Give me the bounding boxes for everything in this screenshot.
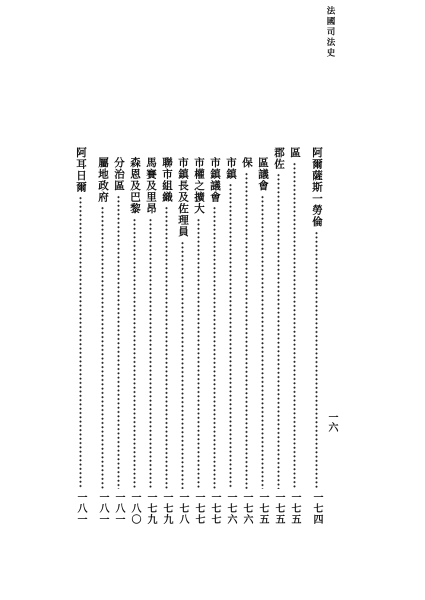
toc-entry-page: 一八一 — [75, 492, 86, 525]
toc-entry — [144, 157, 157, 525]
toc-entry-title: 市權之擴大 — [193, 157, 205, 215]
toc-entry-title: 聯市組織 — [161, 157, 173, 203]
toc-entry-title: 保 — [241, 157, 253, 169]
toc-leader-dots — [160, 206, 173, 489]
toc-entry-page: 一七七 — [209, 492, 220, 525]
toc-entry-page: 一七八 — [177, 492, 188, 525]
toc-leader-dots — [224, 183, 237, 489]
toc-entry-title: 分治區 — [113, 157, 125, 192]
toc-entry-page: 一八一 — [113, 492, 124, 525]
toc-entry-page: 一七五 — [257, 492, 268, 525]
toc-entry-title: 阿耳日爾 — [75, 147, 87, 193]
toc-entry — [96, 157, 109, 525]
toc-leader-dots — [112, 195, 125, 490]
toc-leader-dots — [272, 173, 285, 489]
toc-leader-dots — [128, 218, 141, 490]
toc-leader-dots — [96, 206, 109, 489]
toc-entry-page: 一七四 — [311, 492, 322, 525]
toc-entry-page: 一七六 — [225, 492, 236, 525]
toc-leader-dots — [176, 241, 189, 490]
toc-entry-page: 一七六 — [241, 492, 252, 525]
toc-entry — [112, 157, 125, 525]
toc-entry-page: 一七五 — [273, 492, 284, 525]
toc-entry — [240, 157, 253, 525]
toc-entry — [208, 157, 221, 525]
toc-leader-dots — [144, 218, 157, 490]
toc-entry-title: 市鎮長及佐理員 — [177, 157, 189, 238]
toc-entry-page: 一七九 — [161, 492, 172, 525]
toc-entry-title: 屬地政府 — [97, 157, 109, 203]
toc-entry-title: 市鎮議會 — [209, 157, 221, 203]
toc-entry-page: 一七五 — [289, 492, 300, 525]
toc-entry-title: 區議會 — [257, 157, 269, 192]
toc-entry — [176, 157, 189, 525]
toc-entry — [74, 147, 87, 525]
toc-leader-dots — [74, 196, 87, 489]
toc-entry — [288, 147, 301, 525]
toc-entry — [256, 157, 269, 525]
toc-entry — [160, 157, 173, 525]
toc-entry-title: 馬賽及里昂 — [145, 157, 157, 215]
toc-entry — [192, 157, 205, 525]
toc-entry — [272, 147, 285, 525]
toc-entry — [224, 157, 237, 525]
toc-entry-title: 阿爾薩斯一勞倫 — [311, 147, 323, 228]
toc-entry-title: 森恩及巴黎 — [129, 157, 141, 215]
toc-entry-title: 市鎮 — [225, 157, 237, 180]
toc-leader-dots — [288, 162, 301, 490]
running-title: 法國司法史 — [325, 6, 335, 59]
toc-entry-page: 一七九 — [145, 492, 156, 525]
toc-entry — [128, 157, 141, 525]
toc-entry-title: 區 — [289, 147, 301, 159]
toc-leader-dots — [192, 218, 205, 490]
toc-leader-dots — [310, 231, 323, 490]
toc-entry — [310, 147, 323, 525]
toc-entry-title: 郡佐 — [273, 147, 285, 170]
toc-entry-page: 一八一 — [97, 492, 108, 525]
toc-entry-page: 一七七 — [193, 492, 204, 525]
page-number: 一六 — [326, 412, 337, 432]
toc-leader-dots — [208, 206, 221, 489]
toc-leader-dots — [240, 172, 253, 490]
toc-leader-dots — [256, 195, 269, 490]
toc-entry-page: 一八〇 — [129, 492, 140, 525]
